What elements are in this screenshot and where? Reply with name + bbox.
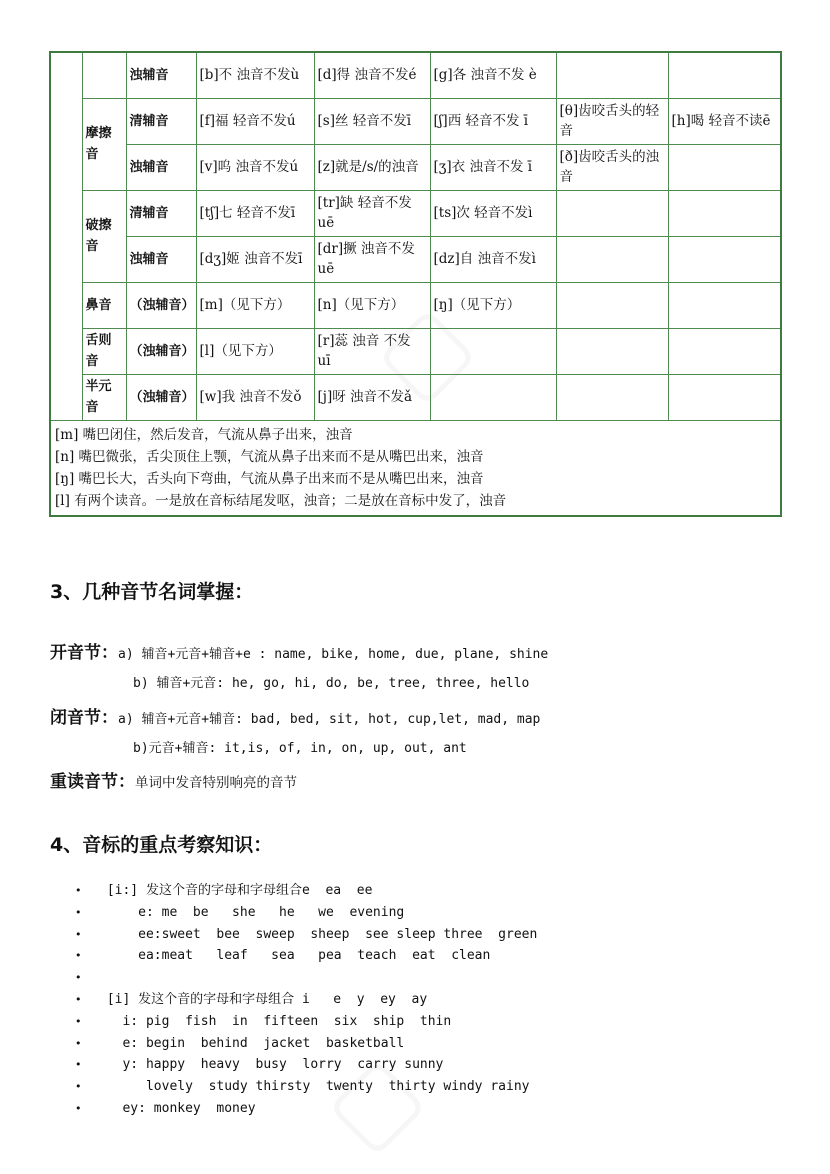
- sub-type-cell: （浊辅音）: [126, 328, 196, 374]
- phoneme-cell: [668, 236, 781, 282]
- phoneme-cell: [ʃ]西 轻音不发 ī: [430, 98, 556, 144]
- list-item: • ee:sweet bee sweep sheep see sleep three green: [50, 924, 750, 946]
- open-syllable-term: 开音节：: [50, 643, 118, 663]
- phoneme-cell: [w]我 浊音不发ǒ: [196, 374, 314, 420]
- stressed-syllable-desc: 单词中发音特别响亮的音节: [135, 775, 297, 791]
- note-l: [l] 有两个读音。一是放在音标结尾发呕，浊音；二是放在音标中发了，浊音: [55, 492, 507, 509]
- phoneme-cell: [556, 374, 668, 420]
- notes-row: [50, 420, 781, 516]
- group-cell: [82, 52, 126, 98]
- group-cell-semivowel: 半元音: [82, 374, 126, 420]
- sub-type-cell: 清辅音: [126, 98, 196, 144]
- phoneme-cell: [tr]缺 轻音不发 uē: [314, 190, 430, 236]
- table-row: [50, 236, 781, 282]
- bullet-icon: •: [75, 1058, 82, 1072]
- phoneme-cell: [668, 282, 781, 328]
- phoneme-cell: [668, 328, 781, 374]
- list-item: • [i:] 发这个音的字母和字母组合e ea ee: [50, 880, 750, 902]
- table-row: [50, 98, 781, 144]
- table-row: [50, 282, 781, 328]
- note-m: [m] 嘴巴闭住，然后发音，气流从鼻子出来，浊音: [55, 426, 353, 443]
- note-n: [n] 嘴巴微张，舌尖顶住上颚，气流从鼻子出来而不是从嘴巴出来，浊音: [55, 448, 484, 465]
- phoneme-cell: [556, 328, 668, 374]
- bullet-icon: •: [75, 949, 82, 963]
- sub-type-cell: 浊辅音: [126, 52, 196, 98]
- phoneme-cell: [556, 236, 668, 282]
- phoneme-cell: [j]呀 浊音不发ǎ: [314, 374, 430, 420]
- phoneme-cell: [h]喝 轻音不读ē: [668, 98, 781, 144]
- list-item: [50, 967, 750, 989]
- group-cell-nasal: 鼻音: [82, 282, 126, 328]
- phoneme-cell: [ts]次 轻音不发ì: [430, 190, 556, 236]
- phoneme-cell: [668, 374, 781, 420]
- list-item: • ea:meat leaf sea pea teach eat clean: [50, 945, 750, 967]
- phoneme-cell: [v]呜 浊音不发ú: [196, 144, 314, 190]
- phoneme-cell: [dz]自 浊音不发ì: [430, 236, 556, 282]
- sub-type-cell: （浊辅音）: [126, 374, 196, 420]
- bullet-icon: •: [75, 1080, 82, 1094]
- section-4-heading: 4、音标的重点考察知识：: [50, 834, 273, 856]
- phoneme-cell: [556, 190, 668, 236]
- bullet-icon: •: [75, 992, 82, 1006]
- list-item: • [i] 发这个音的字母和字母组合 i e y ey ay: [50, 989, 750, 1011]
- phoneme-cell: [r]蕊 浊音 不发 uī: [314, 328, 430, 374]
- bullet-icon: •: [75, 905, 82, 919]
- table-row: [50, 144, 781, 190]
- list-item: • e: me be she he we evening: [50, 902, 750, 924]
- notes-cell: [50, 420, 781, 516]
- table-row: [50, 328, 781, 374]
- open-syllable-line-a: [50, 638, 548, 663]
- phoneme-cell: [556, 52, 668, 98]
- phoneme-cell: [dr]撅 浊音不发 uē: [314, 236, 430, 282]
- list-item: • lovely study thirsty twenty thirty windy rainy: [50, 1076, 750, 1098]
- phoneme-cell: [668, 144, 781, 190]
- bullet-icon: •: [75, 1014, 82, 1028]
- phoneme-cell: [g]各 浊音不发 è: [430, 52, 556, 98]
- group-cell-affricate: 破擦音: [82, 190, 126, 282]
- phoneme-cell: [dʒ]姬 浊音不发ī: [196, 236, 314, 282]
- sub-type-cell: 浊辅音: [126, 144, 196, 190]
- bullet-icon: •: [75, 971, 82, 985]
- phoneme-cell: [556, 282, 668, 328]
- phoneme-cell: [668, 190, 781, 236]
- bullet-icon: •: [75, 1101, 82, 1115]
- phoneme-cell: [z]就是/s/的浊音: [314, 144, 430, 190]
- section-3-heading: 3、几种音节名词掌握：: [50, 581, 254, 603]
- sub-type-cell: 清辅音: [126, 190, 196, 236]
- group-cell-fricative: 摩擦音: [82, 98, 126, 190]
- open-syllable-a: a) 辅音+元音+辅音+e : name, bike, home, due, plane, shine: [118, 647, 549, 662]
- table-row: [50, 52, 781, 98]
- phoneme-cell: [ʒ]衣 浊音不发 ī: [430, 144, 556, 190]
- bullet-icon: •: [75, 927, 82, 941]
- consonant-table: [49, 51, 782, 517]
- phoneme-cell: [d]得 浊音不发é: [314, 52, 430, 98]
- list-item: • ey: monkey money: [50, 1098, 750, 1120]
- phoneme-cell: [n]（见下方）: [314, 282, 430, 328]
- closed-syllable-a: a) 辅音+元音+辅音: bad, bed, sit, hot, cup,let, mad, map: [118, 712, 541, 727]
- closed-syllable-line-a: [50, 703, 540, 728]
- phonetic-bullet-list: [50, 880, 750, 1120]
- closed-syllable-b: b)元音+辅音: it,is, of, in, on, up, out, ant: [133, 741, 467, 756]
- bullet-icon: •: [75, 884, 82, 897]
- phoneme-cell: [b]不 浊音不发ù: [196, 52, 314, 98]
- phoneme-cell: [θ]齿咬舌头的轻音: [556, 98, 668, 144]
- table-row: [50, 374, 781, 420]
- list-item: • i: pig fish in fifteen six ship thin: [50, 1011, 750, 1033]
- phoneme-cell: [430, 328, 556, 374]
- note-ng: [ŋ] 嘴巴长大，舌头向下弯曲，气流从鼻子出来而不是从嘴巴出来，浊音: [55, 470, 484, 487]
- phoneme-cell: [ŋ]（见下方）: [430, 282, 556, 328]
- list-item: • e: begin behind jacket basketball: [50, 1033, 750, 1055]
- list-item: • y: happy heavy busy lorry carry sunny: [50, 1054, 750, 1076]
- phoneme-cell: [668, 52, 781, 98]
- phoneme-cell: [tʃ]七 轻音不发ī: [196, 190, 314, 236]
- sub-type-cell: 浊辅音: [126, 236, 196, 282]
- phoneme-cell: [m]（见下方）: [196, 282, 314, 328]
- group-cell-lateral: 舌则音: [82, 328, 126, 374]
- open-syllable-b: b) 辅音+元音: he, go, hi, do, be, tree, three, hello: [133, 676, 530, 691]
- phoneme-cell: [s]丝 轻音不发ī: [314, 98, 430, 144]
- outer-category-cell: [50, 52, 82, 420]
- stressed-syllable-line: [50, 767, 297, 792]
- phoneme-cell: [ð]齿咬舌头的浊音: [556, 144, 668, 190]
- sub-type-cell: （浊辅音）: [126, 282, 196, 328]
- phoneme-cell: [430, 374, 556, 420]
- bullet-icon: •: [75, 1036, 82, 1050]
- phoneme-cell: [l]（见下方）: [196, 328, 314, 374]
- table-row: [50, 190, 781, 236]
- stressed-syllable-term: 重读音节：: [50, 772, 135, 792]
- phoneme-cell: [f]福 轻音不发ú: [196, 98, 314, 144]
- closed-syllable-term: 闭音节：: [50, 708, 118, 728]
